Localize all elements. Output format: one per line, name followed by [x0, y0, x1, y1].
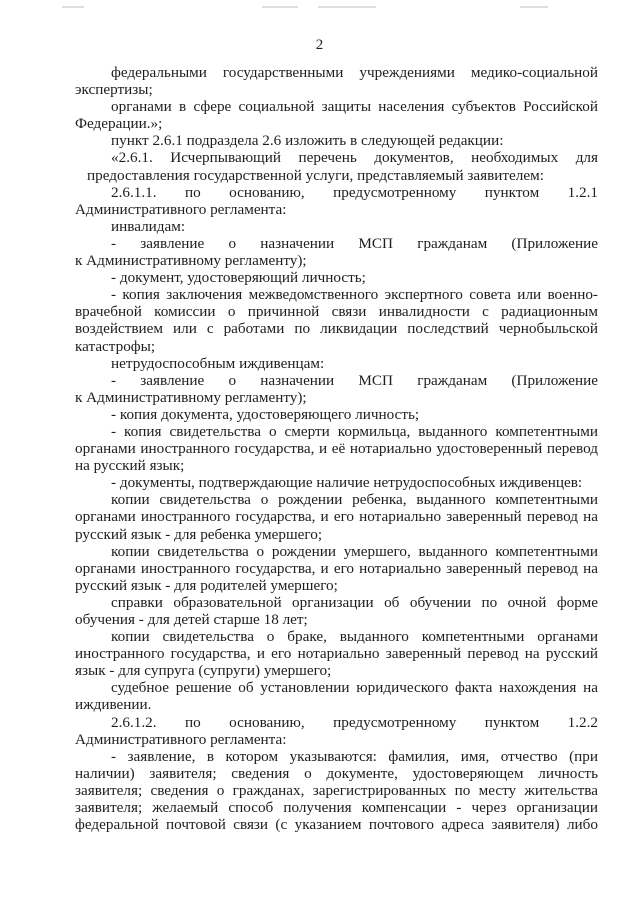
text-line: обучения - для детей старше 18 лет; — [75, 611, 308, 628]
text-line: федеральными государственными учреждениями медико-социальной — [111, 64, 598, 81]
scan-artifact — [520, 6, 548, 8]
scan-artifact — [262, 6, 298, 8]
text-line: - копия заключения межведомственного экспертного совета или военно- — [111, 286, 598, 304]
text-line: к Административному регламенту); — [75, 388, 307, 406]
text-line: - документ, удостоверяющий личность; — [111, 269, 366, 287]
text-line: органами в сфере социальной защиты населения субъектов Российской — [111, 98, 598, 116]
scan-artifact — [62, 6, 84, 8]
text-line: - заявление о назначении МСП гражданам (Приложение — [111, 371, 598, 389]
text-line: пункт 2.6.1 подраздела 2.6 изложить в следующей редакции: — [111, 132, 504, 150]
text-line: 2.6.1.2. по основанию, предусмотренному пунктом 1.2.2 — [111, 713, 598, 731]
text-line: органами иностранного государства, и её нотариально удостоверенный перевод — [75, 440, 598, 458]
text-line: копии свидетельства о браке, выданного компетентными органами — [111, 628, 598, 646]
text-line: экспертизы; — [75, 81, 153, 99]
text-line: к Административному регламенту); — [75, 252, 307, 270]
text-line: нетрудоспособным иждивенцам: — [111, 354, 325, 372]
text-line: заявителя; сведения о гражданах, зарегистрированных по месту жительства — [75, 781, 598, 799]
text-line: копии свидетельства о рождении умершего, выданного компетентными — [111, 542, 598, 560]
document-body — [75, 64, 598, 833]
text-line: - документы, подтверждающие наличие нетрудоспособных иждивенцев: — [111, 474, 583, 492]
text-line: - заявление, в котором указываются: фамилия, имя, отчество (при — [111, 747, 598, 765]
text-line: заявителя; желаемый способ получения компенсации - через организации — [75, 799, 598, 817]
text-line: иждивении. — [75, 696, 152, 714]
text-line: Административного регламента: — [75, 200, 287, 218]
text-line: справки образовательной организации об обучении по очной форме — [111, 593, 598, 611]
text-line: врачебной комиссии о причинной связи инвалидности с радиационным — [75, 303, 598, 321]
page-number: 2 — [315, 37, 324, 53]
text-line: на русский язык; — [75, 457, 185, 475]
text-line: 2.6.1.1. по основанию, предусмотренному пунктом 1.2.1 — [111, 183, 598, 201]
text-line: предоставления государственной услуги, представляемый заявителем: — [87, 166, 544, 184]
text-line: воздействием или с работами по ликвидации последствий чернобыльской — [75, 320, 598, 338]
text-line: Федерации.»; — [75, 115, 163, 133]
text-line: органами иностранного государства, и его нотариально заверенный перевод на — [75, 559, 598, 577]
text-line: наличии) заявителя; сведения о документе, удостоверяющем личность — [75, 764, 598, 782]
text-line: - копия свидетельства о смерти кормильца, выданного компетентными — [111, 422, 598, 440]
text-line: органами иностранного государства, и его нотариально заверенный перевод на — [75, 508, 598, 526]
text-line: «2.6.1. Исчерпывающий перечень документов, необходимых для — [111, 149, 598, 167]
text-line: - заявление о назначении МСП гражданам (Приложение — [111, 234, 598, 252]
text-line: инвалидам: — [111, 217, 186, 235]
text-line: копии свидетельства о рождении ребенка, выданного компетентными — [111, 491, 598, 509]
text-line: катастрофы; — [75, 337, 156, 355]
scan-artifact — [318, 6, 376, 8]
text-line: иностранного государства, и его нотариально заверенный перевод на русский — [75, 645, 598, 663]
text-line: судебное решение об установлении юридического факта нахождения на — [111, 679, 598, 697]
text-line: Административного регламента: — [75, 730, 287, 748]
text-line: язык - для супруга (супруги) умершего; — [75, 662, 332, 680]
text-line: - копия документа, удостоверяющего личность; — [111, 405, 420, 423]
text-line: русский язык - для родителей умершего; — [75, 576, 338, 594]
text-line: русский язык - для ребенка умершего; — [75, 525, 323, 543]
text-line: федеральной почтовой связи (с указанием почтового адреса заявителя) либо — [75, 816, 598, 834]
